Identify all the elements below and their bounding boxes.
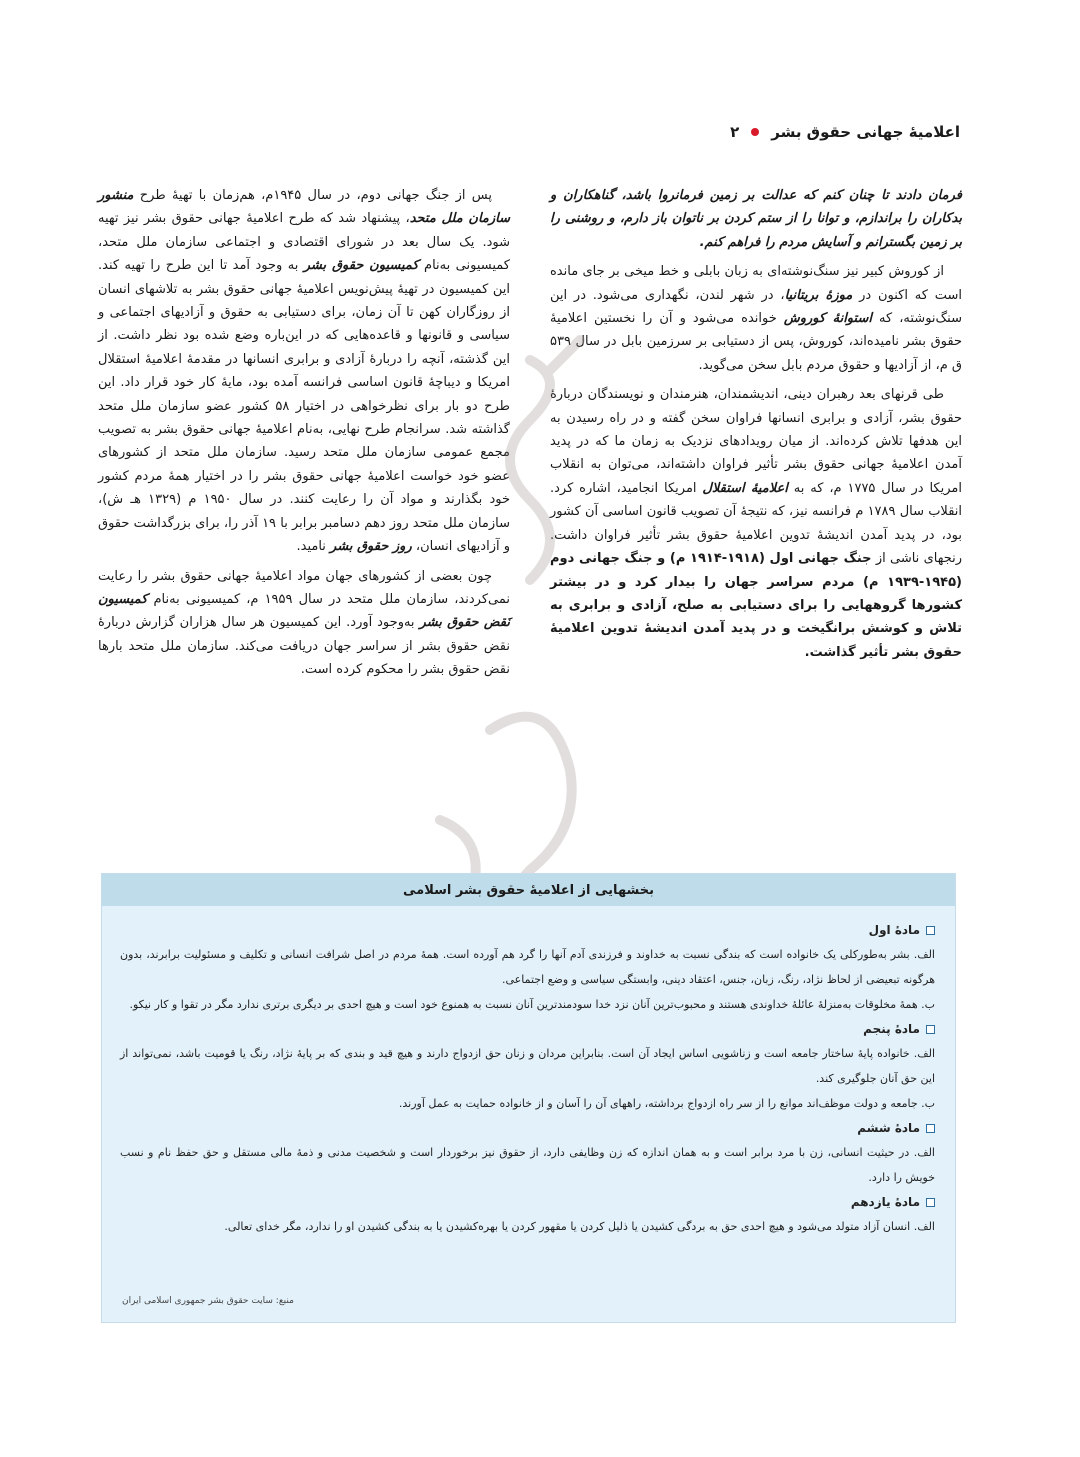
chapter-title: اعلامیهٔ جهانی حقوق بشر (771, 123, 960, 141)
article-title (120, 1190, 935, 1214)
left-column (98, 184, 510, 688)
page-header (730, 120, 960, 144)
text-run: ، در شهر لندن، نگهداری می‌شود. در این سنگ‌نوشته، که (550, 287, 962, 327)
red-dot-icon (751, 128, 759, 136)
source-note: منبع: سایت حقوق بشر جمهوری اسلامی ایران (122, 1296, 294, 1306)
islamic-declaration-box (101, 873, 956, 1323)
article-clause: الف. بشر به‌طورکلی یک خانواده است که بندگی نسبت به خداوند و فرزندی آدم آنها را گرد هم آورده است. همهٔ مردم در اصل شرافت انسانی و تکلیف و مسئولیت برابرند، بدون هرگونه تبعیضی از لحاظ نژاد، رنگ، زبان، جنس، اعتقاد دینی، وابستگی سیاسی و وضع اجتماعی. (120, 948, 935, 986)
text-run: طی قرنهای بعد رهبران دینی، اندیشمندان، هنرمندان و نویسندگان دربارهٔ حقوق بشر، آزادی و برابری انسانها فراوان سخن گفته و در راه رسیدن به این هدفها تلاش کرده‌اند. از میان رویدادهای نزدیک به زمان ما که در پدید آمدن اعلامیهٔ جهانی حقوق بشر تأثیر فراوان داشته‌اند، می‌توان به انقلاب امریکا در سال ۱۷۷۵ م، که به (550, 387, 962, 496)
term-british-museum: موزهٔ بریتانیا (784, 287, 853, 303)
text-run: (۱۹۱۸-۱۹۱۴ م) و (652, 551, 770, 567)
box-title: بخشهایی از اعلامیهٔ حقوق بشر اسلامی (403, 882, 654, 898)
cyrus-quote: فرمان دادند تا چنان کنم که عدالت بر زمین فرمانروا باشد، گناهکاران و بدکاران را براندازم، و توانا را از ستم کردن بر ناتوان باز دارم، و روشنی را بر زمین بگسترانم و آسایش مردم را فراهم کنم. (550, 188, 962, 250)
term-violations-commission: کمیسیون نَقض حقوق بشر (98, 591, 510, 631)
article-title-text: مادهٔ ششم (857, 1121, 920, 1135)
text-run: به‌وجود آورد. این کمیسیون هر سال هزاران گزارش دربارهٔ نقض حقوق بشر از سراسر جهان دریافت می‌کند. سازمان ملل متحد بارها نقض حقوق بشر را محکوم کرده است. (98, 615, 510, 678)
term-un-charter: منشور سازمان ملل متحد (98, 188, 510, 227)
text-run: به وجود آمد تا این طرح را تهیه کند. این کمیسیون در تهیهٔ پیش‌نویس اعلامیهٔ جهانی حقوق بشر به تلاشهای انسان از روزگاران کهن تا آن زمان، برای دستیابی به حقوق و آزادیهای اجتماعی و سیاسی و قانونها و قاعده‌هایی که در این‌باره وضع شده بود نظر داشت. از این گذشته، آنچه را دربارهٔ آزادی و برابری انسانها در مقدمهٔ اعلامیهٔ استقلال امریکا و دیباچهٔ قانون اساسی فرانسه آمده بود، مایهٔ کار خود قرار داد. این طرح دو بار برای نظرخواهی در اختیار ۵۸ کشور عضو سازمان ملل متحد گذاشته شد. سرانجام طرح نهایی، به‌نام اعلامیهٔ جهانی حقوق بشر به تصویب مجمع عمومی سازمان ملل متحد رسید. سازمان ملل متحد از کشورهای عضو خود خواست اعلامیهٔ جهانی حقوق بشر را در اختیار همهٔ مردم کشور خود بگذارند و مواد آن را رعایت کنند. در سال ۱۹۵۰ م (۱۳۲۹ هـ ش)، سازمان ملل متحد روز دهم دسامبر برابر با ۱۹ آذر را، برای بزرگداشت حقوق و آزادیهای انسان، (98, 258, 510, 555)
page-number: ۲ (730, 123, 740, 141)
article-clause: ب. جامعه و دولت موظف‌اند موانع را از سر راه ازدواج برداشته، راههای آن را آسان و از خانواده حمایت به عمل آورند. (398, 1097, 935, 1110)
text-run: ، پیشنهاد شد که طرح اعلامیهٔ جهانی حقوق بشر نیز تهیه شود. یک سال بعد در شورای اقتصادی و اجتماعی سازمان ملل متحد، کمیسیونی به‌نام (98, 211, 510, 274)
square-bullet-icon (926, 926, 935, 935)
article-title (120, 918, 935, 942)
square-bullet-icon (926, 1124, 935, 1133)
text-run: نامید. (296, 539, 331, 555)
text-run: خوانده می‌شود و آن را نخستین اعلامیهٔ حقوق بشر نامیده‌اند، کوروش، پس از دستیابی بر سرزمین بابل در سال ۵۳۹ ق م، از آزادیها و حقوق مردم بابل سخن می‌گوید. (550, 311, 962, 373)
article-clause: الف. در حیثیت انسانی، زن با مرد برابر است و به همان اندازه که زن وظایفی دارد، از حقوق نیز برخوردار است و شخصیت مدنی و ذمهٔ مالی مستقل و حق حفظ نام و نسب خویش را دارد. (120, 1146, 935, 1184)
right-column (550, 184, 962, 670)
paragraph-un-commission (98, 184, 510, 559)
paragraph-violations (98, 565, 510, 682)
term-declaration-of-independence: اعلامیهٔ استقلال (702, 480, 788, 496)
article-title (120, 1116, 935, 1140)
watermark-stroke (510, 360, 550, 580)
text-run: (۱۹۴۵-۱۹۳۹ م) مردم سراسر جهان را بیدار کرد و در بیشتر کشورها گروههایی را برای دستیابی به صلح، آزادی و برابری به تلاش و کوشش برانگیخت و در پدید آمدن اندیشهٔ تدوین اعلامیهٔ حقوق بشر تأثیر گذاشت. (550, 574, 962, 660)
article-title-text: مادهٔ یازدهم (850, 1195, 920, 1209)
article-title-text: مادهٔ اول (868, 923, 920, 937)
square-bullet-icon (926, 1198, 935, 1207)
article-clause: ب. همهٔ مخلوقات به‌منزلهٔ عائلهٔ خداوندی هستند و محبوب‌ترین آنان نزد خدا سودمندترین آنان نسبت به همنوع خود است و هیچ احدی بر دیگری برتری ندارد مگر در تقوا و کار نیکو. (129, 998, 935, 1011)
term-human-rights-commission: کمیسیون حقوق بشر (303, 258, 419, 274)
article-title-text: مادهٔ پنجم (863, 1022, 920, 1036)
box-header (102, 874, 955, 906)
paragraph-cyrus-cylinder (550, 260, 962, 377)
term-cyrus-cylinder: استوانهٔ کوروش (783, 311, 872, 327)
term-world-war-one: جنگ جهانی اول (769, 551, 872, 567)
text-run: امریکا انجامید، اشاره کرد. انقلاب سال ۱۷۸۹ م فرانسه نیز، که نتیجهٔ آن تصویب قانون اساسی آن کشور بود، در پدید آمدن اندیشهٔ تدوین اعلامیهٔ حقوق بشر تأثیر فراوان داشت. رنجهای ناشی از (550, 480, 962, 567)
term-world-war-two: جنگ جهانی دوم (550, 551, 653, 567)
article-clause: الف. خانواده پایهٔ ساختار جامعه است و زناشویی اساس ایجاد آن است. بنابراین مردان و زنان حق ازدواج دارند و هیچ قید و بندی که بر پایهٔ نژاد، رنگ یا قومیت باشد، نمی‌تواند از این حق آنان جلوگیری کند. (120, 1047, 935, 1085)
article-title (120, 1017, 935, 1041)
text-run: پس از جنگ جهانی دوم، در سال ۱۹۴۵م، هم‌زمان با تهیهٔ طرح (133, 188, 492, 203)
text-run: چون بعضی از کشورهای جهان مواد اعلامیهٔ جهانی حقوق بشر را رعایت نمی‌کردند، سازمان ملل متحد در سال ۱۹۵۹ م، کمیسیونی به‌نام (98, 568, 511, 607)
text-run: از کوروش کبیر نیز سنگ‌نوشته‌ای به زبان بابلی و خط میخی بر جای مانده است که اکنون در (550, 264, 963, 303)
article-clause: الف. انسان آزاد متولد می‌شود و هیچ احدی حق به بردگی کشیدن یا ذلیل کردن یا مقهور کردن یا بهره‌کشیدن یا به بندگی کشیدن او را ندارد، مگر خدای تعالی. (224, 1220, 935, 1233)
paragraph-history (550, 383, 962, 664)
term-human-rights-day: روز حقوق بشر (330, 539, 412, 555)
square-bullet-icon (926, 1025, 935, 1034)
box-body (120, 918, 935, 1239)
